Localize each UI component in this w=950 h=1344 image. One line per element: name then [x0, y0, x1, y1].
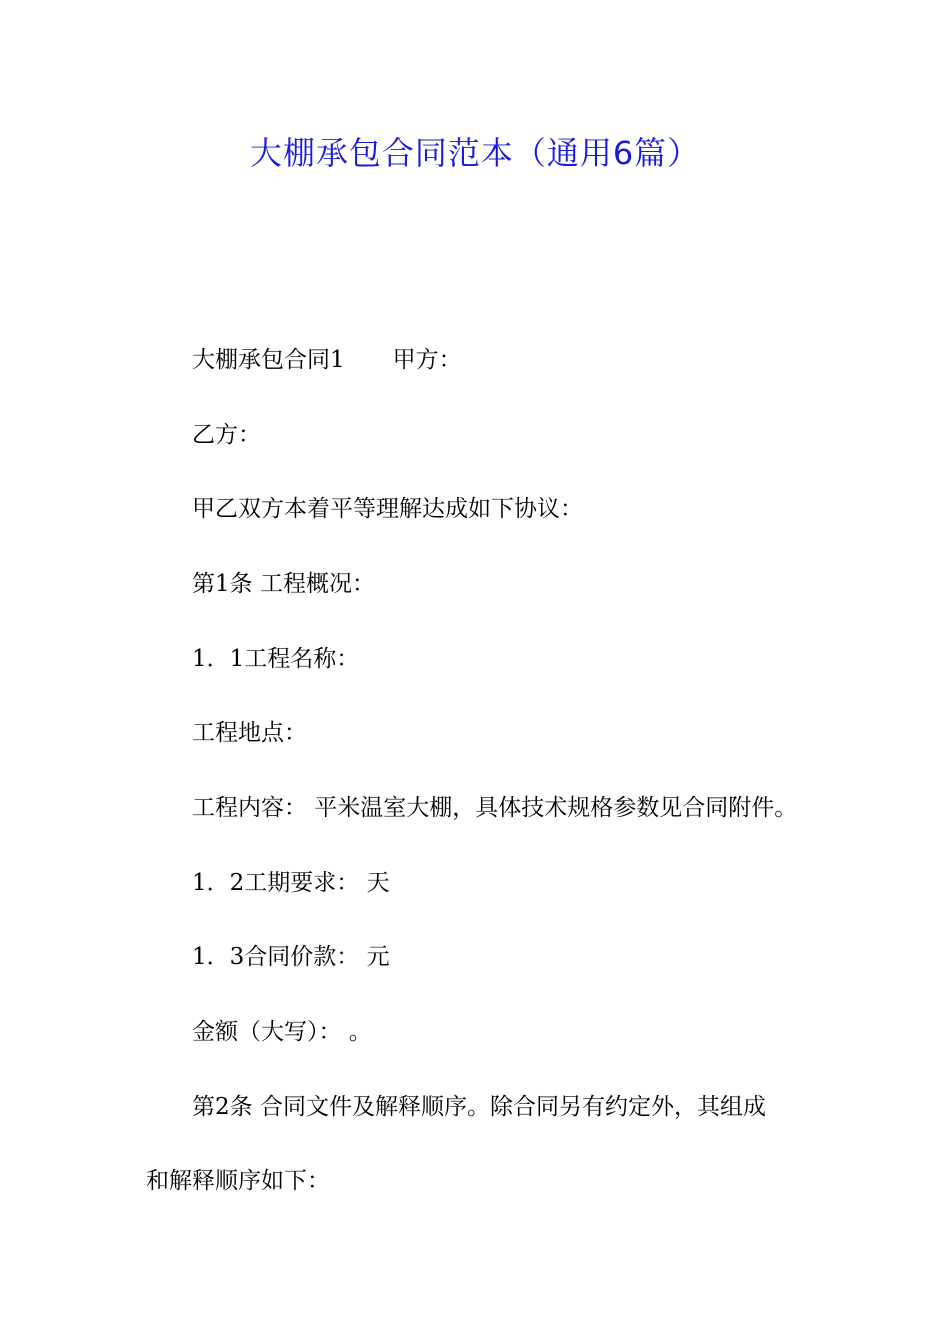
document-title: 大棚承包合同范本（通用6篇） [249, 134, 701, 172]
schedule-line: 1．2工期要求： 天 [192, 870, 390, 896]
project-content-line: 工程内容： 平米温室大棚，具体技术规格参数见合同附件。 [192, 795, 798, 821]
party-b-label: 乙方： [192, 422, 261, 448]
party-a-label: 甲方： [392, 347, 462, 373]
article-1-heading: 第1条 工程概况： [192, 571, 375, 597]
contract-price-line: 1．3合同价款： 元 [192, 944, 390, 970]
contract-heading: 大棚承包合同1 [192, 347, 345, 373]
amount-uppercase-line: 金额（大写）： 。 [192, 1019, 372, 1045]
contract-heading-line [192, 345, 462, 375]
article-2-line: 第2条 合同文件及解释顺序。除合同另有约定外，其组成 [192, 1094, 766, 1120]
project-name-line: 1．1工程名称： [192, 646, 360, 672]
article-2-continuation: 和解释顺序如下： [146, 1168, 330, 1194]
project-location-line: 工程地点： [192, 720, 307, 746]
agreement-intro: 甲乙双方本着平等理解达成如下协议： [192, 496, 583, 522]
